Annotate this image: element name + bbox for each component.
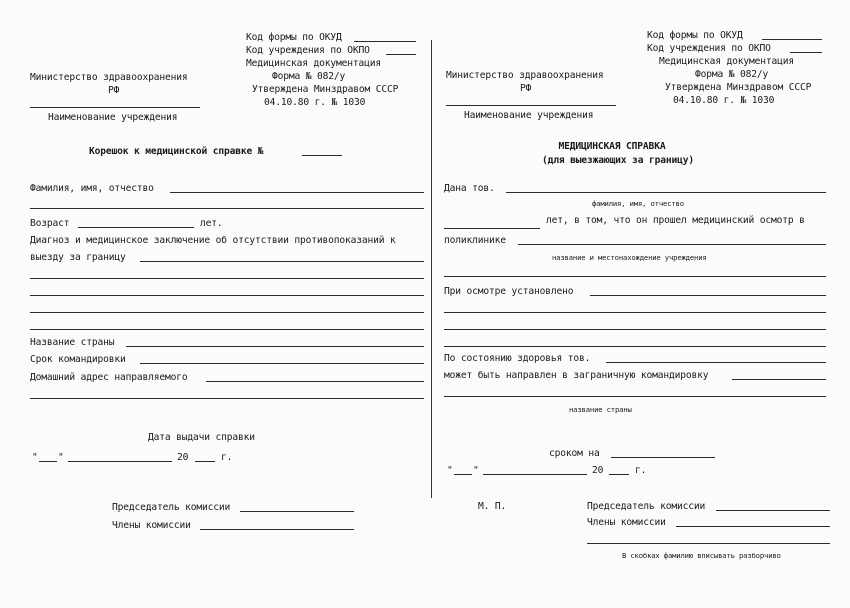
health-label: По состоянию здоровья тов. bbox=[444, 353, 591, 364]
issue-month-field[interactable] bbox=[483, 474, 587, 475]
institution-field[interactable] bbox=[30, 107, 200, 108]
issue-year-field[interactable] bbox=[195, 461, 215, 462]
certificate-subtitle: (для выезжающих за границу) bbox=[542, 155, 694, 166]
stub-title: Корешок к медицинской справке № bbox=[89, 146, 264, 157]
chairman-field[interactable] bbox=[240, 511, 354, 512]
fio-label: Фамилия, имя, отчество bbox=[30, 183, 154, 194]
country-caption: название страны bbox=[569, 405, 632, 414]
age-field[interactable] bbox=[444, 228, 540, 229]
diagnosis-line-4[interactable] bbox=[30, 312, 424, 313]
exam-label: При осмотре установлено bbox=[444, 286, 574, 297]
country-field[interactable] bbox=[126, 346, 424, 347]
okpo-label: Код учреждения по ОКПО bbox=[246, 45, 370, 56]
issue-day-field[interactable] bbox=[39, 461, 57, 462]
exam-field[interactable] bbox=[590, 295, 826, 296]
issue-day-field[interactable] bbox=[454, 474, 472, 475]
footnote: В скобках фамилию вписывать разборчиво bbox=[622, 551, 781, 560]
institution-caption: Наименование учреждения bbox=[48, 112, 178, 123]
doc-label: Медицинская документация bbox=[659, 56, 795, 67]
period-field[interactable] bbox=[140, 363, 424, 364]
health-field[interactable] bbox=[606, 362, 826, 363]
issue-month-field[interactable] bbox=[68, 461, 172, 462]
year-suffix: г. bbox=[221, 452, 233, 463]
fio-line-2[interactable] bbox=[30, 208, 424, 209]
exam-line-2[interactable] bbox=[444, 312, 826, 313]
year-prefix: 20 bbox=[592, 465, 604, 476]
okpo-label: Код учреждения по ОКПО bbox=[647, 43, 771, 54]
quote-open: " bbox=[32, 452, 38, 463]
approved-label: Утверждена Минздравом СССР bbox=[252, 84, 399, 95]
doc-label: Медицинская документация bbox=[246, 58, 382, 69]
ministry-rf: РФ bbox=[520, 83, 532, 94]
issue-year-field[interactable] bbox=[609, 474, 629, 475]
given-name-field[interactable] bbox=[506, 192, 826, 193]
exam-line-4[interactable] bbox=[444, 346, 826, 347]
members-label: Члены комиссии bbox=[587, 517, 666, 528]
quote-close: " bbox=[473, 465, 479, 476]
okpo-field[interactable] bbox=[790, 52, 822, 53]
institution-caption: Наименование учреждения bbox=[464, 110, 594, 121]
ministry-rf: РФ bbox=[108, 85, 120, 96]
may-go-label: может быть направлен в заграничную командировку bbox=[444, 370, 709, 381]
diagnosis-label: Диагноз и медицинское заключение об отсутствии противопоказаний к bbox=[30, 235, 396, 246]
okud-field[interactable] bbox=[762, 39, 822, 40]
year-prefix: 20 bbox=[177, 452, 189, 463]
members-field[interactable] bbox=[676, 526, 830, 527]
age-field[interactable] bbox=[78, 227, 194, 228]
clinic-caption: название и местонахождение учреждения bbox=[552, 253, 707, 262]
okpo-field[interactable] bbox=[386, 54, 416, 55]
ministry-label: Министерство здравоохранения bbox=[30, 72, 188, 83]
quote-open: " bbox=[447, 465, 453, 476]
approval-date: 04.10.80 г. № 1030 bbox=[673, 95, 775, 106]
stamp-label: М. П. bbox=[478, 501, 507, 512]
clinic-label: поликлинике bbox=[444, 235, 506, 246]
term-field[interactable] bbox=[611, 457, 715, 458]
destination-field[interactable] bbox=[732, 379, 826, 380]
certificate-number-field[interactable] bbox=[302, 155, 342, 156]
members-label: Члены комиссии bbox=[112, 520, 191, 531]
age-text: лет, в том, что он прошел медицинский осмотр в bbox=[546, 215, 805, 226]
term-label: сроком на bbox=[549, 448, 600, 459]
okud-label: Код формы по ОКУД bbox=[647, 30, 743, 41]
diagnosis-line-5[interactable] bbox=[30, 329, 424, 330]
chairman-field[interactable] bbox=[716, 510, 830, 511]
country-field[interactable] bbox=[444, 396, 826, 397]
members-field[interactable] bbox=[200, 529, 354, 530]
chairman-label: Председатель комиссии bbox=[587, 501, 706, 512]
fio-caption: фамилия, имя, отчество bbox=[592, 199, 684, 208]
age-label: Возраст bbox=[30, 218, 70, 229]
address-label: Домашний адрес направляемого bbox=[30, 372, 188, 383]
institution-field[interactable] bbox=[446, 105, 616, 106]
age-unit: лет. bbox=[200, 218, 223, 229]
country-label: Название страны bbox=[30, 337, 115, 348]
okud-field[interactable] bbox=[354, 41, 416, 42]
ministry-label: Министерство здравоохранения bbox=[446, 70, 604, 81]
chairman-label: Председатель комиссии bbox=[112, 502, 231, 513]
certificate-title: МЕДИЦИНСКАЯ СПРАВКА bbox=[558, 141, 666, 152]
fio-field[interactable] bbox=[170, 192, 424, 193]
approved-label: Утверждена Минздравом СССР bbox=[665, 82, 812, 93]
given-label: Дана тов. bbox=[444, 183, 495, 194]
address-field[interactable] bbox=[206, 381, 424, 382]
year-suffix: г. bbox=[635, 465, 647, 476]
cut-line-divider bbox=[431, 40, 432, 498]
address-line-2[interactable] bbox=[30, 398, 424, 399]
exam-line-3[interactable] bbox=[444, 329, 826, 330]
form-number: Форма № 082/у bbox=[272, 71, 346, 82]
clinic-field[interactable] bbox=[518, 244, 826, 245]
diagnosis-label-2: выезду за границу bbox=[30, 252, 126, 263]
issue-date-label: Дата выдачи справки bbox=[148, 432, 255, 443]
quote-close: " bbox=[58, 452, 64, 463]
diagnosis-line-2[interactable] bbox=[30, 278, 424, 279]
okud-label: Код формы по ОКУД bbox=[246, 32, 342, 43]
diagnosis-field[interactable] bbox=[140, 261, 424, 262]
form-number: Форма № 082/у bbox=[695, 69, 769, 80]
members-line-2[interactable] bbox=[587, 543, 830, 544]
approval-date: 04.10.80 г. № 1030 bbox=[264, 97, 366, 108]
diagnosis-line-3[interactable] bbox=[30, 295, 424, 296]
period-label: Срок командировки bbox=[30, 354, 126, 365]
clinic-line-2[interactable] bbox=[444, 276, 826, 277]
